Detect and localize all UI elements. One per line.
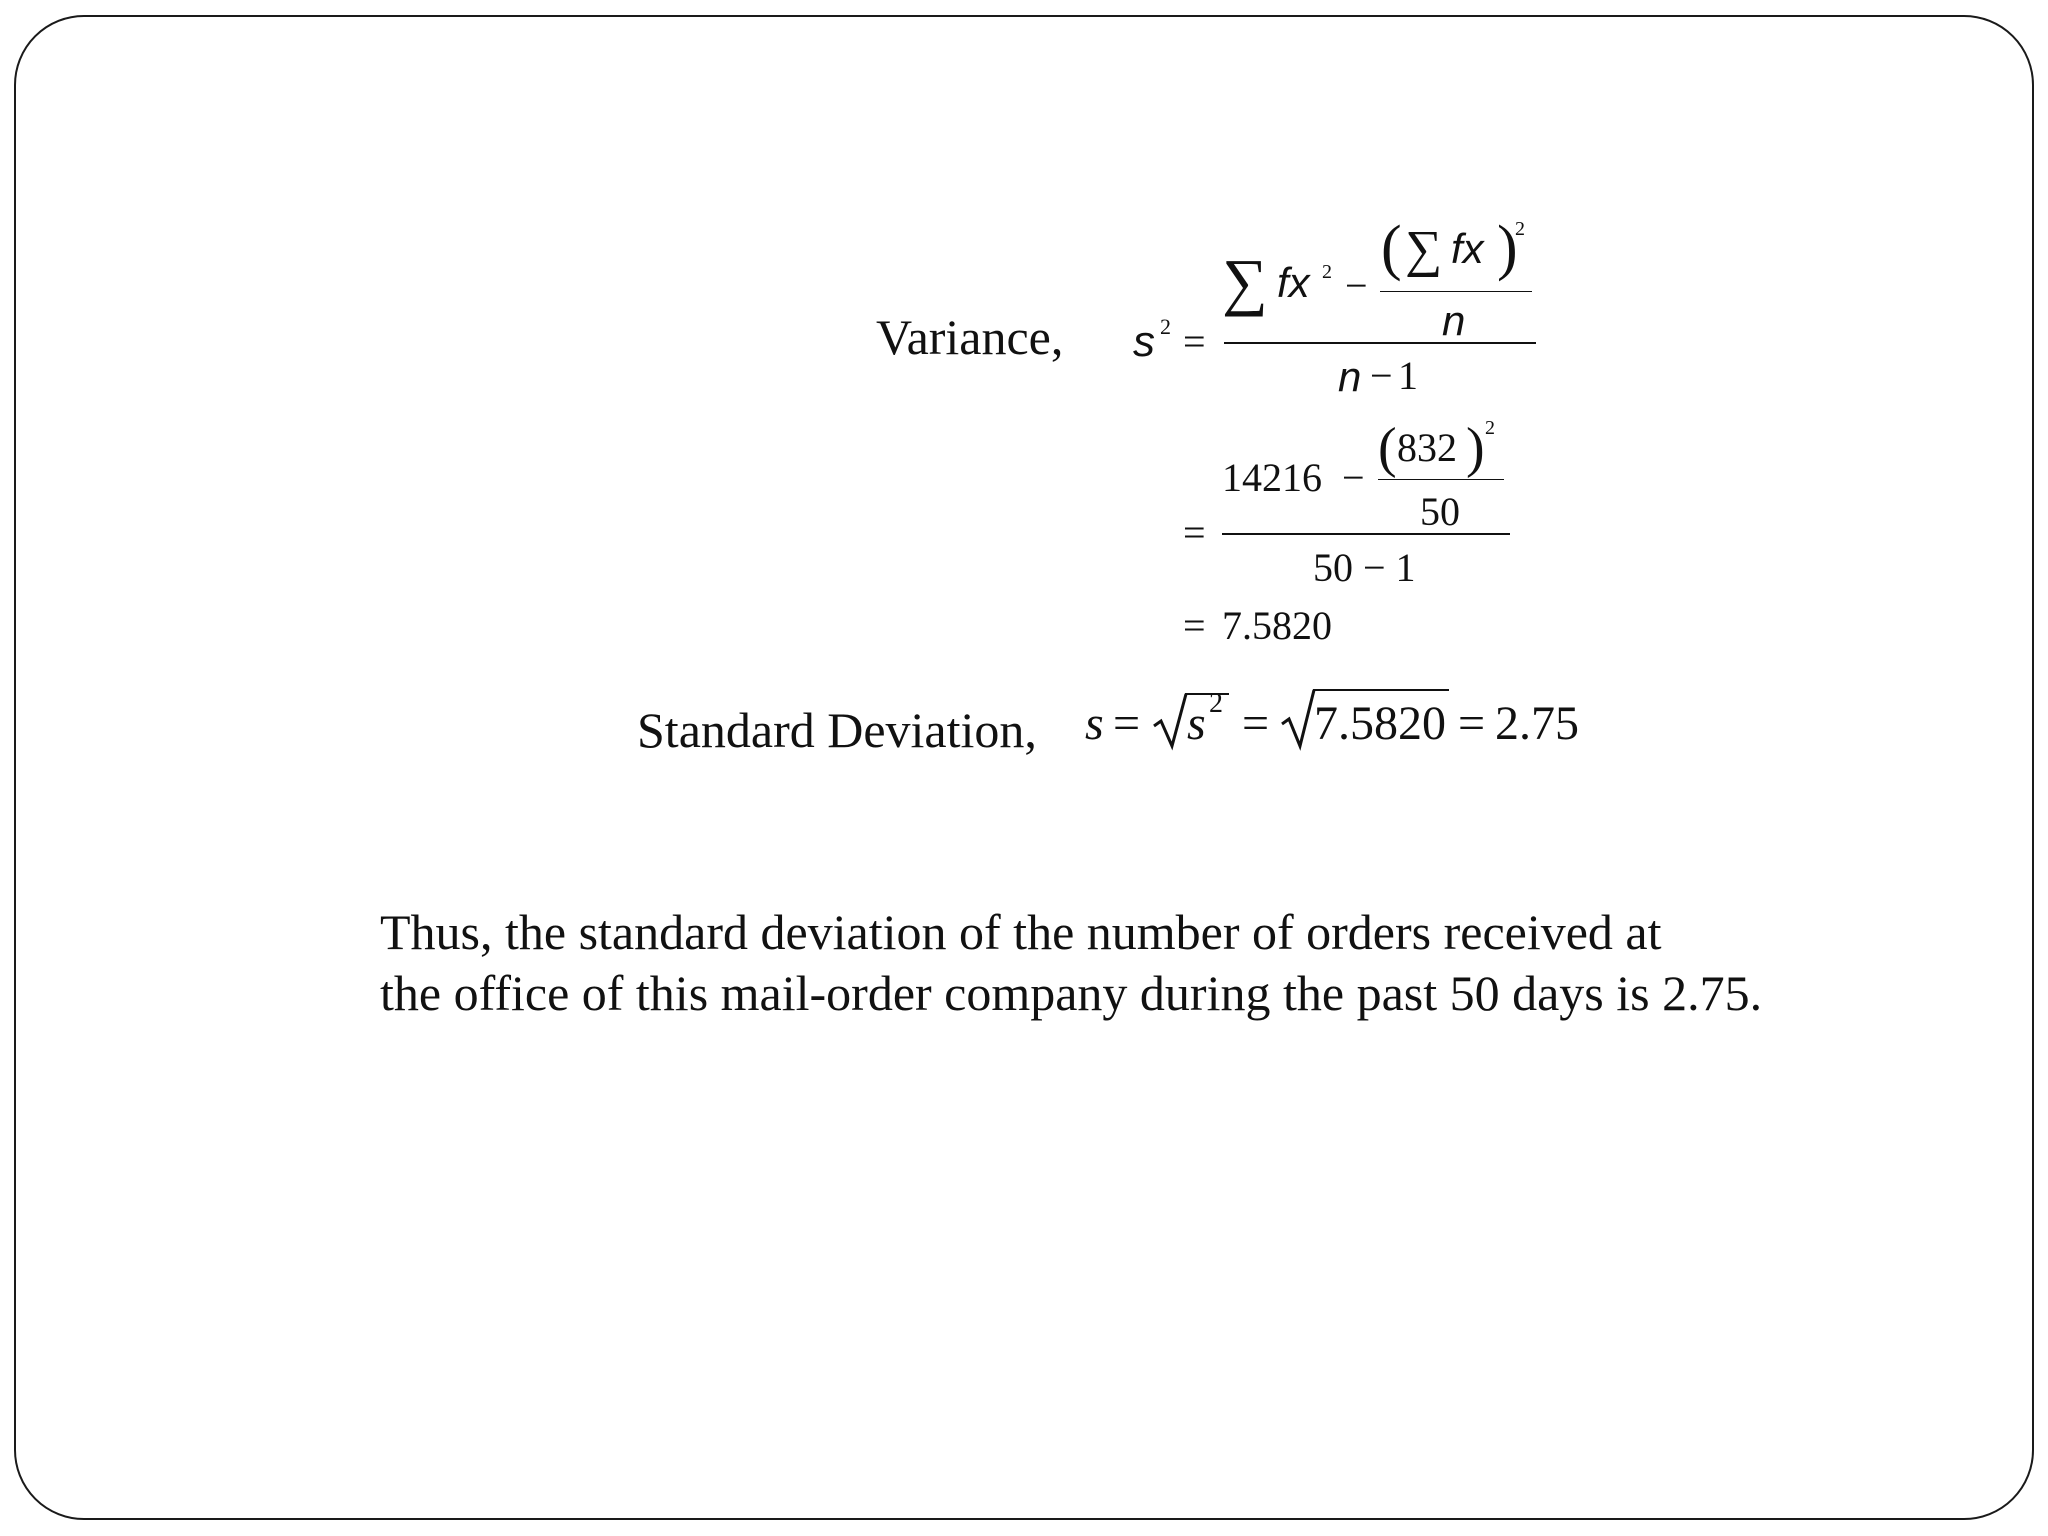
std-dev-var: s — [1085, 697, 1104, 750]
std-dev-label: Standard Deviation, — [637, 702, 1037, 758]
variance-lhs-var: s — [1133, 317, 1155, 366]
step2-inner-value: 832 — [1397, 425, 1457, 470]
step2-num-value: 14216 — [1222, 455, 1322, 500]
denominator-one: 1 — [1398, 353, 1418, 398]
inner-fx: fx — [1451, 225, 1484, 272]
std-dev-radicand-var: s — [1187, 697, 1206, 750]
std-dev-radicand-exp: 2 — [1209, 688, 1223, 719]
radical-sign-1 — [1152, 692, 1188, 748]
step2-paren-open: ( — [1378, 417, 1397, 479]
conclusion-line-2: the office of this mail-order company during the past 50 days is 2.75. — [380, 965, 1763, 1021]
denominator-minus: − — [1370, 353, 1393, 398]
sigma-symbol: ∑ — [1222, 246, 1268, 317]
radical-overline-2 — [1313, 689, 1449, 691]
numerator-term-fx: fx — [1277, 259, 1310, 306]
inner-fraction-bar — [1380, 291, 1532, 292]
std-dev-equals-1: = — [1113, 697, 1141, 750]
inner-paren-open: ( — [1381, 214, 1402, 282]
step2-minus: − — [1342, 455, 1365, 500]
main-fraction-bar — [1224, 342, 1536, 344]
variance-equals: = — [1183, 319, 1206, 364]
std-dev-result: 2.75 — [1495, 697, 1579, 750]
inner-exp: 2 — [1515, 218, 1525, 240]
radical-sign-2 — [1280, 688, 1316, 744]
step2-inner-denominator: 50 — [1420, 489, 1460, 534]
step2-equals: = — [1183, 510, 1206, 555]
denominator-n: n — [1338, 353, 1362, 400]
std-dev-radicand-value: 7.5820 — [1314, 697, 1446, 750]
variance-lhs-exp: 2 — [1160, 314, 1171, 339]
variance-label: Variance, — [876, 309, 1064, 365]
step2-inner-exp: 2 — [1485, 417, 1495, 439]
slide-frame — [14, 15, 2034, 1520]
step2-denominator: 50 − 1 — [1313, 545, 1416, 590]
step2-inner-fraction-bar — [1378, 479, 1504, 480]
step3-value: 7.5820 — [1222, 603, 1332, 648]
numerator-minus: − — [1345, 263, 1368, 308]
inner-denominator-n: n — [1442, 297, 1466, 344]
std-dev-equals-2: = — [1242, 697, 1270, 750]
conclusion-line-1: Thus, the standard deviation of the number of orders received at — [380, 904, 1662, 960]
inner-paren-close: ) — [1497, 214, 1518, 282]
step2-paren-close: ) — [1466, 417, 1485, 479]
step2-main-fraction-bar — [1222, 533, 1510, 535]
step3-equals: = — [1183, 603, 1206, 648]
std-dev-equals-3: = — [1458, 697, 1486, 750]
inner-sigma: ∑ — [1405, 221, 1443, 278]
numerator-term-exp: 2 — [1322, 261, 1332, 283]
